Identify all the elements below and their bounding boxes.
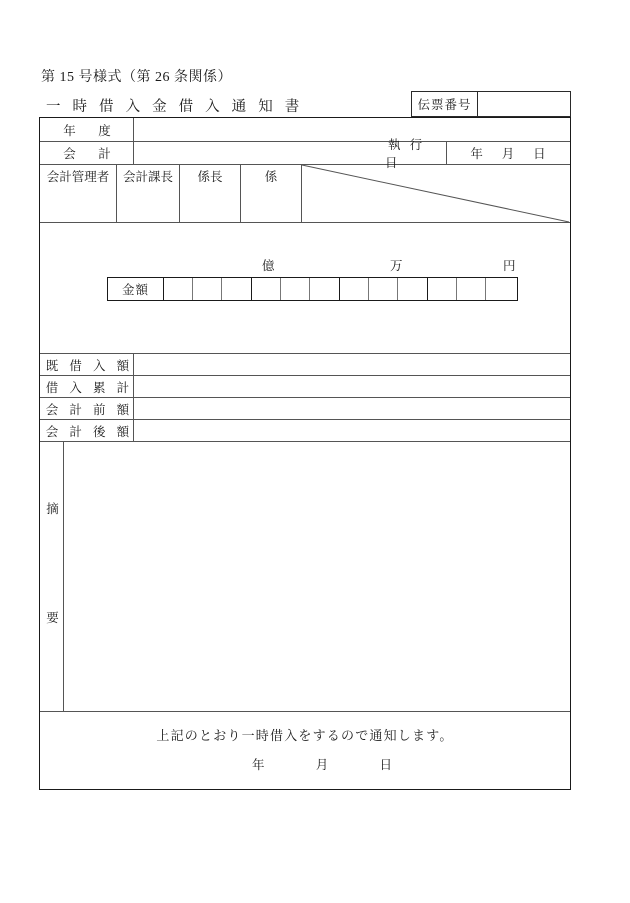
summary-field-after-amount[interactable] <box>135 420 569 441</box>
amount-digit-cell[interactable] <box>398 278 427 300</box>
summary-field-before-amount[interactable] <box>135 398 569 419</box>
slip-number-field[interactable] <box>478 92 570 116</box>
approval-label-accounting-section-chief: 会計課長 <box>122 170 173 184</box>
fiscal-year-label: 年 度 <box>63 124 116 138</box>
remarks-label <box>41 503 64 663</box>
amount-label: 金額 <box>108 278 164 300</box>
account-label: 会 計 <box>63 147 116 161</box>
amount-unit-oku: 億 <box>262 259 275 273</box>
execution-date-box <box>385 138 569 170</box>
slip-number-box <box>411 91 571 117</box>
amount-grid <box>107 277 518 301</box>
footer-statement: 上記のとおり一時借入をするので通知します。 <box>156 728 454 743</box>
amount-unit-man: 万 <box>390 259 403 273</box>
approval-box-accounting-section-chief[interactable] <box>117 165 180 223</box>
footer-date-day: 日 <box>379 758 392 772</box>
slip-number-label: 伝票番号 <box>412 92 478 116</box>
amount-digit-cell[interactable] <box>164 278 193 300</box>
rule-label-column-header <box>133 118 134 164</box>
summary-label-existing-borrowing: 既 借 入 額 <box>45 359 134 373</box>
amount-digit-cell[interactable] <box>310 278 339 300</box>
amount-digit-cell[interactable] <box>369 278 398 300</box>
approval-label-accounting-manager: 会計管理者 <box>46 170 110 184</box>
amount-digit-cell[interactable] <box>281 278 310 300</box>
approval-box-clerk[interactable] <box>241 165 302 223</box>
amount-digit-cell[interactable] <box>428 278 457 300</box>
amount-unit-yen: 円 <box>503 259 516 273</box>
amount-group-2 <box>252 278 340 300</box>
footer-date-line[interactable] <box>252 755 392 773</box>
approval-label-subsection-chief: 係長 <box>197 170 223 184</box>
summary-field-borrowing-total[interactable] <box>135 376 569 397</box>
page-title: 一 時 借 入 金 借 入 通 知 書 <box>46 99 304 115</box>
remarks-field[interactable] <box>65 442 568 710</box>
summary-label-after-amount: 会 計 後 額 <box>45 425 134 439</box>
remarks-label-char-2: 要 <box>46 610 59 625</box>
footer-date-year: 年 <box>252 758 265 772</box>
amount-digit-cell[interactable] <box>457 278 486 300</box>
approval-label-clerk: 係 <box>264 170 278 184</box>
footer-date-month: 月 <box>315 758 329 772</box>
amount-digit-cell[interactable] <box>252 278 281 300</box>
approval-box-subsection-chief[interactable] <box>180 165 241 223</box>
form-frame <box>39 117 571 790</box>
approval-box-accounting-manager[interactable] <box>40 165 117 223</box>
form-code: 第 15 号様式（第 26 条関係） <box>41 70 232 85</box>
amount-group-3 <box>340 278 428 300</box>
amount-group-4 <box>428 278 515 300</box>
amount-digit-cell[interactable] <box>222 278 251 300</box>
execution-date-year: 年 <box>470 147 483 161</box>
summary-field-existing-borrowing[interactable] <box>135 354 569 375</box>
diagonal-cancel-line <box>302 165 569 223</box>
fiscal-year-field[interactable] <box>135 119 569 141</box>
execution-date-field[interactable] <box>447 142 569 164</box>
remarks-label-char-1: 摘 <box>46 502 59 516</box>
summary-label-borrowing-total: 借 入 累 計 <box>45 381 134 395</box>
amount-digit-cell[interactable] <box>486 278 515 300</box>
amount-group-1 <box>164 278 252 300</box>
summary-label-before-amount: 会 計 前 額 <box>45 403 134 417</box>
execution-date-label: 執 行 日 <box>385 142 447 164</box>
execution-date-month: 月 <box>501 147 515 161</box>
execution-date-day: 日 <box>533 147 546 161</box>
rule-above-footer <box>40 711 570 712</box>
amount-digit-cell[interactable] <box>193 278 222 300</box>
amount-digit-cell[interactable] <box>340 278 369 300</box>
